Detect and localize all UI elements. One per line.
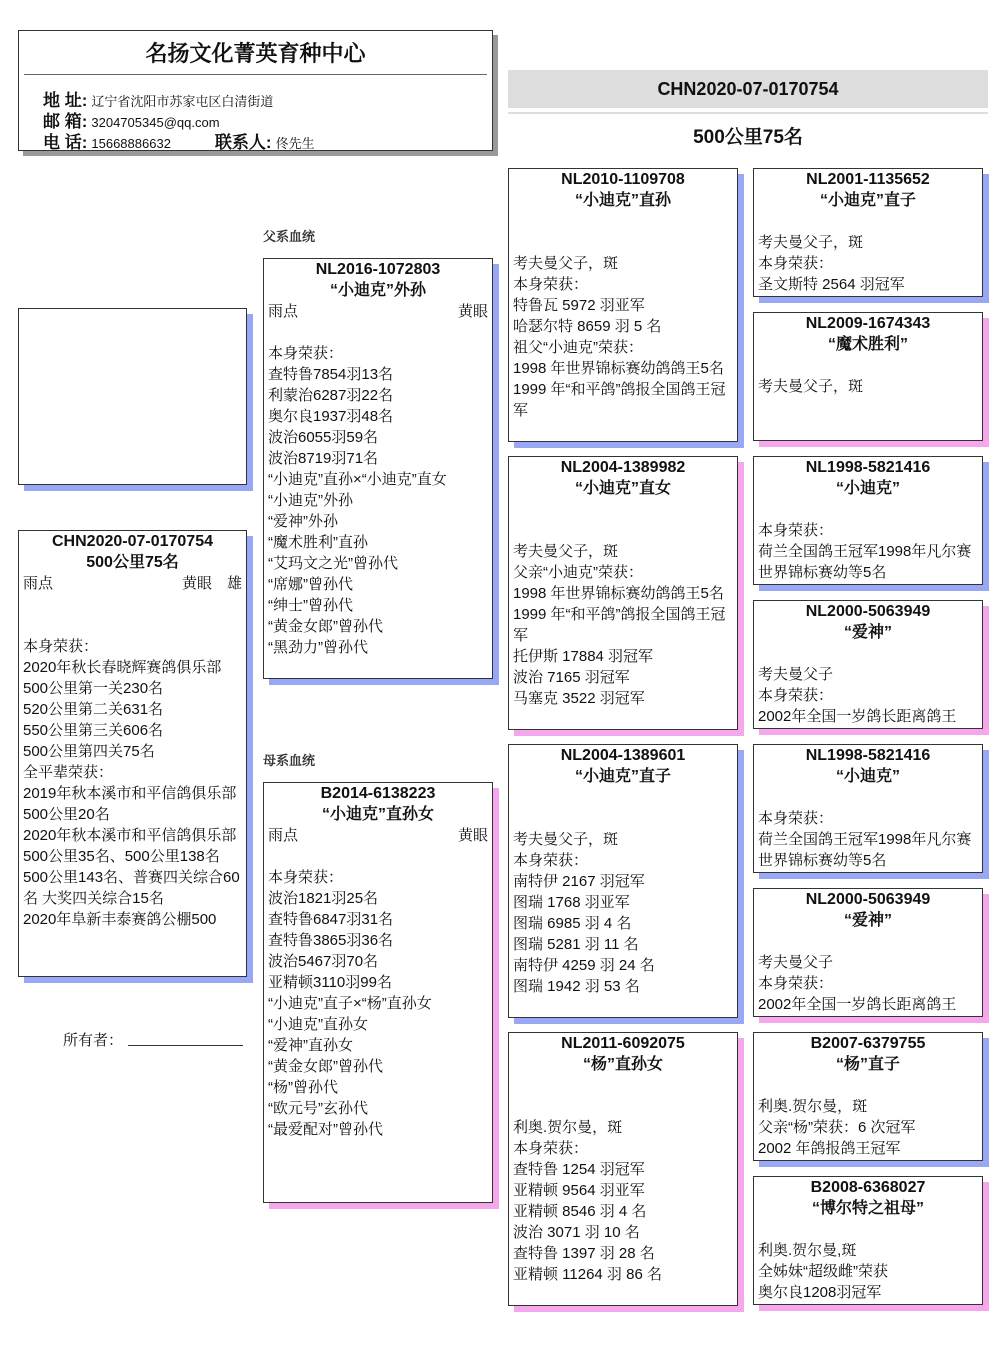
record-line: 奥尔良1208羽冠军: [758, 1284, 882, 1301]
ring-number: B2014-6138223: [320, 785, 436, 802]
record-line: 波治1821羽25名: [268, 890, 379, 907]
pigeon-name: “杨”直孙女: [582, 1056, 663, 1073]
blank-line: [758, 1075, 978, 1096]
record-line: 500公里第四关75名: [23, 743, 155, 760]
record-line: 图瑞 1768 羽亚军: [513, 894, 630, 911]
record-line: 托伊斯 17884 羽冠军: [513, 648, 654, 665]
record-line: “黄金女郎”曾孙代: [268, 618, 383, 635]
record-line: “小迪克”直孙女: [268, 1016, 368, 1033]
blank-line: [513, 211, 733, 232]
pigeon-card-sss: [753, 168, 983, 297]
blank-line: [758, 787, 978, 808]
record-line: 奥尔良1937羽48名: [268, 408, 394, 425]
pigeon-card-dd: [508, 1032, 738, 1306]
record-line: 本身荣获：: [758, 975, 834, 992]
record-line: 图瑞 1942 羽 53 名: [513, 978, 640, 995]
color-attr: 雨点: [268, 827, 299, 844]
owner-label: 所有者：: [63, 1032, 124, 1049]
blank-line: [513, 232, 733, 253]
record-line: 利奥.贺尔曼，斑: [513, 1119, 623, 1136]
ring-number: NL1998-5821416: [805, 747, 931, 764]
ring-number: NL2004-1389982: [560, 459, 686, 476]
pigeon-name: “小迪克”直女: [574, 480, 671, 497]
record-line: 本身荣获：: [513, 1140, 589, 1157]
ring-number: NL2001-1135652: [806, 171, 930, 188]
pigeon-card-dam: [263, 782, 493, 1203]
ring-number: NL2000-5063949: [805, 603, 931, 620]
attribute-row: [268, 301, 488, 322]
eye-sex-attr: 黄眼 雄: [181, 575, 242, 592]
pigeon-card-dds: [753, 1032, 983, 1161]
blank-line: [513, 1096, 733, 1117]
pigeon-card-sd: [508, 456, 738, 730]
record-line: 考夫曼父子: [758, 954, 834, 971]
pigeon-name: “杨”直子: [835, 1056, 900, 1073]
record-line: 本身荣获：: [513, 276, 589, 293]
attribute-row: [23, 573, 242, 594]
blank-line: [268, 846, 488, 867]
record-line: 550公里第三关606名: [23, 722, 164, 739]
ring-number: CHN2020-07-0170754: [52, 533, 213, 550]
record-line: 1998 年世界锦标赛幼鸽鸽王5名: [513, 360, 724, 377]
photo-placeholder: [18, 308, 247, 485]
breeder-name: 名扬文化菁英育种中心: [145, 41, 366, 66]
pigeon-name: “魔术胜利”: [827, 336, 908, 353]
record-line: 查特鲁7854羽13名: [268, 366, 394, 383]
phone-value: 15668886632: [91, 136, 171, 151]
record-line: 500公里143名、普赛四关综合60名 大奖四关综合15名: [23, 869, 240, 907]
record-line: 1998 年世界锦标赛幼鸽鸽王5名: [513, 585, 724, 602]
record-line: 哈瑟尔特 8659 羽 5 名: [513, 318, 662, 335]
record-line: 波治8719羽71名: [268, 450, 379, 467]
record-line: 祖父“小迪克”荣获：: [513, 339, 643, 356]
ring-number: NL2010-1109708: [561, 171, 685, 188]
email-label: 邮 箱:: [43, 112, 88, 131]
record-line: 本身荣获：: [758, 687, 834, 704]
record-line: 波治5467羽70名: [268, 953, 379, 970]
record-line: 南特伊 2167 羽冠军: [513, 873, 645, 890]
record-line: 500公里第一关230名: [23, 680, 164, 697]
record-line: “绅士”曾孙代: [268, 597, 353, 614]
pigeon-name: “爱神”: [843, 912, 892, 929]
divider: [24, 74, 487, 75]
phone-label: 电 话:: [43, 133, 88, 152]
record-line: 利奥.贺尔曼，斑: [758, 1098, 868, 1115]
record-line: 图瑞 6985 羽 4 名: [513, 915, 632, 932]
pigeon-name: “小迪克”直子: [574, 768, 671, 785]
pedigree-result: 500公里75名: [693, 127, 803, 148]
blank-line: [758, 355, 978, 376]
record-line: 2002年全国一岁鸽长距离鸽王: [758, 996, 957, 1013]
record-line: 圣文斯特 2564 羽冠军: [758, 276, 905, 293]
blank-line: [513, 1075, 733, 1096]
record-line: “魔术胜利”直孙: [268, 534, 368, 551]
record-line: 荷兰全国鸽王冠军1998年凡尔赛世界锦标赛幼等5名: [758, 831, 972, 869]
ring-number: B2007-6379755: [810, 1035, 926, 1052]
record-line: 查特鲁 1254 羽冠军: [513, 1161, 645, 1178]
breeder-header: [18, 30, 493, 151]
pigeon-card-ssd: [753, 312, 983, 441]
blank-line: [513, 499, 733, 520]
record-line: 图瑞 5281 羽 11 名: [513, 936, 639, 953]
blank-line: [758, 499, 978, 520]
ring-number: NL2004-1389601: [560, 747, 686, 764]
record-line: 波治6055羽59名: [268, 429, 379, 446]
record-line: 2020年秋本溪市和平信鸽俱乐部500公里35名、500公里138名: [23, 827, 237, 865]
record-line: 波治 3071 羽 10 名: [513, 1224, 640, 1241]
ring-number: NL2000-5063949: [805, 891, 931, 908]
record-line: 考夫曼父子，斑: [513, 255, 619, 272]
record-line: 特鲁瓦 5972 羽亚军: [513, 297, 645, 314]
record-line: 波治 7165 羽冠军: [513, 669, 630, 686]
record-line: 本身荣获：: [268, 345, 344, 362]
record-line: “小迪克”直孙×“小迪克”直女: [268, 471, 447, 488]
record-line: 南特伊 4259 羽 24 名: [513, 957, 655, 974]
record-line: 荷兰全国鸽王冠军1998年凡尔赛世界锦标赛幼等5名: [758, 543, 972, 581]
record-line: “爱神”直孙女: [268, 1037, 353, 1054]
blank-line: [23, 615, 242, 636]
record-line: 考夫曼父子: [758, 666, 834, 683]
record-line: 本身荣获：: [758, 255, 834, 272]
blank-line: [513, 808, 733, 829]
color-attr: 雨点: [23, 575, 54, 592]
blank-line: [268, 322, 488, 343]
ring-number: NL2009-1674343: [805, 315, 931, 332]
record-line: “黑劲力”曾孙代: [268, 639, 368, 656]
record-line: “小迪克”直子×“杨”直孙女: [268, 995, 432, 1012]
pigeon-card-ddd: [753, 1176, 983, 1305]
record-line: 本身荣获：: [513, 852, 589, 869]
ring-number: NL2011-6092075: [561, 1035, 685, 1052]
eye-sex-attr: 黄眼: [457, 303, 488, 320]
pigeon-name: 500公里75名: [86, 554, 179, 571]
eye-sex-attr: 黄眼: [457, 827, 488, 844]
record-line: “杨”曾孙代: [268, 1079, 338, 1096]
record-line: 本身荣获：: [758, 810, 834, 827]
pigeon-name: “小迪克”直孙: [574, 192, 671, 209]
record-line: 父亲“杨”荣获：6 次冠军: [758, 1119, 916, 1136]
dam-line-label: 母系血统: [263, 753, 316, 768]
record-line: 亚精顿 11264 羽 86 名: [513, 1266, 662, 1283]
ring-number: NL1998-5821416: [805, 459, 931, 476]
record-line: “最爱配对”曾孙代: [268, 1121, 383, 1138]
contact-value: 佟先生: [275, 136, 315, 151]
record-line: “黄金女郎”曾孙代: [268, 1058, 383, 1075]
record-line: “艾玛文之光”曾孙代: [268, 555, 398, 572]
address-label: 地 址:: [43, 91, 88, 110]
record-line: 查特鲁 1397 羽 28 名: [513, 1245, 655, 1262]
record-line: “席娜”曾孙代: [268, 576, 353, 593]
phone-row: [43, 128, 315, 153]
attribute-row: [268, 825, 488, 846]
pigeon-card-dss: [753, 744, 983, 873]
double-rule: [508, 112, 988, 114]
address-value: 辽宁省沈阳市苏家屯区白清街道: [91, 94, 274, 109]
pigeon-card-sdd: [753, 600, 983, 729]
record-line: 考夫曼父子，斑: [513, 831, 619, 848]
record-line: 父亲“小迪克”荣获：: [513, 564, 643, 581]
record-line: “爱神”外孙: [268, 513, 338, 530]
pigeon-card-sds: [753, 456, 983, 585]
record-line: 考夫曼父子，斑: [758, 378, 864, 395]
pigeon-card-ds: [508, 744, 738, 1018]
email-value: 3204705345@qq.com: [91, 115, 220, 130]
blank-line: [513, 520, 733, 541]
blank-line: [758, 643, 978, 664]
record-line: 全平辈荣获：: [23, 764, 114, 781]
pigeon-name: “小迪克”: [835, 480, 900, 497]
pigeon-card-subject: [18, 530, 247, 977]
record-line: 520公里第二关631名: [23, 701, 164, 718]
pigeon-name: “小迪克”: [835, 768, 900, 785]
record-line: 本身荣获：: [758, 522, 834, 539]
pigeon-name: “博尔特之祖母”: [811, 1200, 924, 1217]
record-line: 亚精顿 9564 羽亚军: [513, 1182, 645, 1199]
record-line: 全姊妹“超级雌”荣获: [758, 1263, 888, 1280]
blank-line: [23, 594, 242, 615]
pigeon-name: “小迪克”外孙: [329, 282, 426, 299]
blank-line: [758, 1219, 978, 1240]
record-line: 利奥.贺尔曼,斑: [758, 1242, 857, 1259]
record-line: “小迪克”外孙: [268, 492, 353, 509]
contact-label: 联系人:: [214, 133, 272, 152]
ring-number: NL2016-1072803: [315, 261, 441, 278]
record-line: 查特鲁3865羽36名: [268, 932, 394, 949]
record-line: 利蒙治6287羽22名: [268, 387, 394, 404]
pedigree-ring-title: CHN2020-07-0170754: [508, 70, 988, 108]
record-line: 本身荣获：: [268, 869, 344, 886]
record-line: 2020年阜新丰泰赛鸽公棚500: [23, 911, 217, 928]
record-line: 查特鲁6847羽31名: [268, 911, 394, 928]
pigeon-card-dsd: [753, 888, 983, 1017]
pigeon-name: “小迪克”直孙女: [321, 806, 434, 823]
record-line: “欧元号”玄孙代: [268, 1100, 368, 1117]
ring-number: B2008-6368027: [810, 1179, 926, 1196]
color-attr: 雨点: [268, 303, 299, 320]
pigeon-name: “爱神”: [843, 624, 892, 641]
record-line: 2002 年鸽报鸽王冠军: [758, 1140, 901, 1157]
pigeon-name: “小迪克”直子: [819, 192, 916, 209]
record-line: 1999 年“和平鸽”鸽报全国鸽王冠军: [513, 606, 726, 644]
sire-line-label: 父系血统: [263, 229, 316, 244]
record-line: 考夫曼父子，斑: [513, 543, 619, 560]
record-line: 2002年全国一岁鸽长距离鸽王: [758, 708, 957, 725]
record-line: 考夫曼父子，斑: [758, 234, 864, 251]
record-line: 亚精顿 8546 羽 4 名: [513, 1203, 647, 1220]
record-line: 本身荣获：: [23, 638, 99, 655]
record-line: 亚精顿3110羽99名: [268, 974, 392, 991]
record-line: 1999 年“和平鸽”鸽报全国鸽王冠军: [513, 381, 726, 419]
record-line: 2019年秋本溪市和平信鸽俱乐部500公里20名: [23, 785, 237, 823]
blank-line: [513, 787, 733, 808]
owner-signature-line: [128, 1045, 243, 1046]
blank-line: [758, 931, 978, 952]
record-line: 马塞克 3522 羽冠军: [513, 690, 645, 707]
blank-line: [758, 211, 978, 232]
pigeon-card-ss: [508, 168, 738, 442]
pigeon-card-sire: [263, 258, 493, 679]
record-line: 2020年秋长春晓辉赛鸽俱乐部: [23, 659, 222, 676]
